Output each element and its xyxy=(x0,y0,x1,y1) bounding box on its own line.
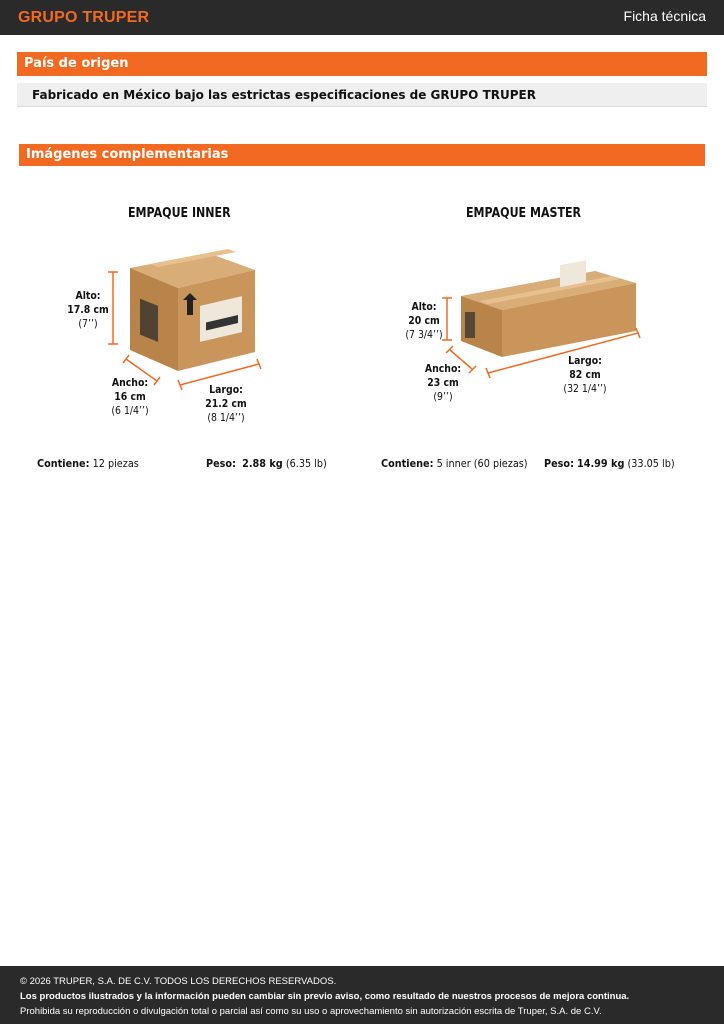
footer-copyright: © 2026 TRUPER, S.A. DE C.V. TODOS LOS DERECHOS RESERVADOS. xyxy=(20,976,337,987)
origin-text: Fabricado en México bajo las estrictas especificaciones de GRUPO TRUPER xyxy=(17,83,707,107)
inner-alto-label: Alto: 17.8 cm (7’’) xyxy=(67,289,109,330)
master-box-image xyxy=(461,260,636,357)
inner-largo-label: Largo: 21.2 cm (8 1/4’’) xyxy=(205,383,247,424)
images-section-title: Imágenes complementarias xyxy=(19,144,705,166)
inner-weight: Peso: 2.88 kg (6.35 lb) xyxy=(206,457,327,470)
footer-notice: Los productos ilustrados y la información pueden cambiar sin previo aviso, como resultado de nuestros procesos de mejora continua. xyxy=(20,991,630,1002)
origin-section-title: País de origen xyxy=(17,52,707,76)
footer-prohibition: Prohibida su reproducción o divulgación total o parcial así como su uso o aprovechamiento sin autorización escrita de Truper, S.A. de C.V. xyxy=(20,1006,602,1017)
master-contents: Contiene: 5 inner (60 piezas) xyxy=(381,457,528,470)
inner-package-title: EMPAQUE INNER xyxy=(128,206,231,221)
master-weight: Peso: 14.99 kg (33.05 lb) xyxy=(544,457,675,470)
inner-box-image xyxy=(130,249,255,371)
inner-ancho-label: Ancho: 16 cm (6 1/4’’) xyxy=(111,376,149,417)
document-type: Ficha técnica xyxy=(623,8,706,24)
master-package-title: EMPAQUE MASTER xyxy=(466,206,582,221)
master-largo-label: Largo: 82 cm (32 1/4’’) xyxy=(563,354,607,395)
truper-logo: GRUPO TRUPER xyxy=(18,9,150,26)
inner-contents: Contiene: 12 piezas xyxy=(37,457,139,470)
master-ancho-label: Ancho: 23 cm (9’’) xyxy=(424,362,462,403)
master-alto-label: Alto: 20 cm (7 3/4’’) xyxy=(405,300,443,341)
footer xyxy=(0,966,724,1024)
